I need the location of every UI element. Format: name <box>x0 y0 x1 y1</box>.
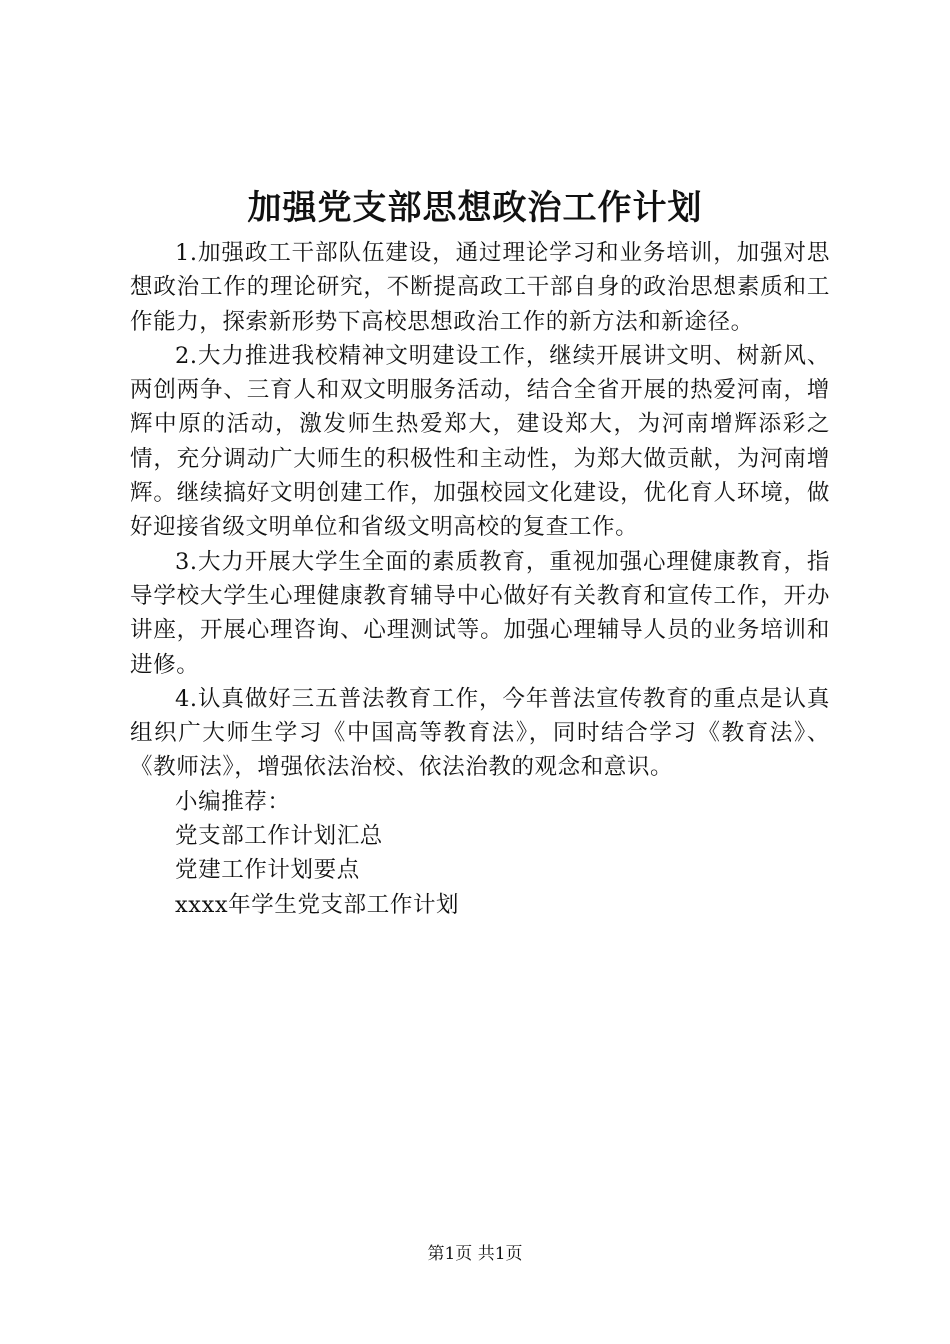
document-title: 加强党支部思想政治工作计划 <box>247 188 703 228</box>
paragraph-2: 2.大力推进我校精神文明建设工作，继续开展讲文明、树新风、两创两争、三育人和双文明服务活动，结合全省开展的热爱河南，增辉中原的活动，激发师生热爱郑大，建设郑大，为河南增辉添彩之情，充分调动广大师生的积极性和主动性，为郑大做贡献，为河南增辉。继续搞好文明创建工作，加强校园文化建设，优化育人环境，做好迎接省级文明单位和省级文明高校的复查工作。 <box>130 342 830 541</box>
recommend-label: 小编推荐： <box>175 788 291 815</box>
paragraph-1: 1.加强政工干部队伍建设，通过理论学习和业务培训，加强对思想政治工作的理论研究，不断提高政工干部自身的政治思想素质和工作能力，探索新形势下高校思想政治工作的新方法和新途径。 <box>130 240 830 335</box>
paragraph-3: 3.大力开展大学生全面的素质教育，重视加强心理健康教育，指导学校大学生心理健康教育辅导中心做好有关教育和宣传工作，开办讲座，开展心理咨询、心理测试等。加强心理辅导人员的业务培训和进修。 <box>130 548 830 678</box>
recommend-item-2[interactable]: 党建工作计划要点 <box>175 857 360 884</box>
document-body <box>130 236 830 922</box>
recommend-item-1[interactable]: 党支部工作计划汇总 <box>175 823 383 850</box>
paragraph-4: 4.认真做好三五普法教育工作，今年普法宣传教育的重点是认真组织广大师生学习《中国高等教育法》，同时结合学习《教育法》、《教师法》，增强依法治校、依法治教的观念和意识。 <box>130 685 830 781</box>
page-footer: 第1页 共1页 <box>427 1244 523 1264</box>
recommend-item-3[interactable]: xxxx年学生党支部工作计划 <box>175 891 460 918</box>
